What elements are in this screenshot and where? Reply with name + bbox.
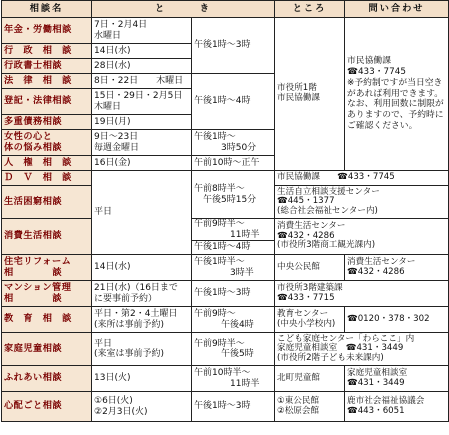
place-cell: 北町児童館	[275, 366, 345, 392]
reservation-notice: 市民協働課 ☎433・7745 ※予約制ですが当日空きがあれば利用できます。なお、利用回数に制限がありますので、予約時にご確認ください。	[345, 18, 449, 171]
date-cell: ①6日(火) ②2月3日(火)	[92, 392, 192, 422]
contact-cell: ☎0120・378・302	[345, 307, 449, 333]
date-cell: 14日(水)	[92, 44, 192, 59]
category-human-rights: 人 権 相 談	[2, 156, 92, 171]
time-cell: 午前10時～正午	[192, 156, 275, 171]
table-row	[2, 366, 449, 392]
date-cell: 21日(水)（16日まで に要事前予約）	[92, 281, 192, 307]
category-family-child: 家庭児童相談	[2, 333, 92, 366]
category-fureai: ふれあい相談	[2, 366, 92, 392]
date-cell: 15日・29日・2月5日 木曜日	[92, 89, 192, 115]
date-cell: 13日(火)	[92, 366, 192, 392]
place-contact-cell: 市役所3階建築課 ☎433・7715	[275, 281, 449, 307]
table-row	[2, 255, 449, 281]
category-housing-reform: 住宅リフォーム 相 談	[2, 255, 92, 281]
consultation-schedule-table	[1, 0, 449, 422]
date-cell: 9日～23日 毎週金曜日	[92, 130, 192, 156]
place-cell: 教育センター (中央小学校内)	[275, 307, 345, 333]
category-consumer: 消費生活相談	[2, 219, 92, 255]
category-women-mind-body: 女性の心と 体の悩み相談	[2, 130, 92, 156]
contact-cell: 消費生活センター ☎432・4286	[345, 255, 449, 281]
time-cell: 午後1時～4時	[192, 241, 275, 255]
time-cell: 午前8時半～ 午後5時15分	[192, 171, 275, 219]
contact-cell: 鹿市社会福祉協議会 ☎443・6051	[345, 392, 449, 422]
time-cell: 午後1時～3時	[192, 281, 275, 307]
time-cell: 午後1時～ 3時50分	[192, 130, 275, 156]
category-dv: Ｄ Ｖ 相 談	[2, 171, 92, 186]
header-row	[2, 1, 449, 18]
date-cell: 28日(水)	[92, 59, 192, 74]
date-cell: 8日・22日 木曜日	[92, 74, 192, 89]
category-admin-scrivener: 行政書士相談	[2, 59, 92, 74]
category-administration: 行 政 相 談	[2, 44, 92, 59]
table-row	[2, 333, 449, 366]
contact-cell: 市民協働課 ☎433・7745	[275, 171, 449, 186]
category-legal: 法 律 相 談	[2, 74, 92, 89]
date-cell: 19日(月)	[92, 115, 192, 130]
time-cell: 午前10時半～ 11時半	[192, 366, 275, 392]
category-pension-labor: 年金・労働相談	[2, 18, 92, 44]
category-education: 教 育 相 談	[2, 307, 92, 333]
time-cell: 午後1時～3時	[192, 392, 275, 422]
time-cell: 午前9時半～ 11時半	[192, 219, 275, 241]
place-cell: 市役所1階 市民協働課	[275, 18, 345, 171]
header-contact: 問い合わせ	[345, 1, 449, 18]
category-registration-legal: 登記・法律相談	[2, 89, 92, 115]
table-row	[2, 307, 449, 333]
time-cell: 午前9時～ 午後4時	[192, 307, 275, 333]
table-row	[2, 392, 449, 422]
category-livelihood: 生活困窮相談	[2, 186, 92, 219]
table-row	[2, 171, 449, 186]
header-where: ところ	[275, 1, 345, 18]
contact-cell: 家庭児童相談室 ☎431・3449	[345, 366, 449, 392]
date-cell: 14日(水)	[92, 255, 192, 281]
date-cell: 平日 (来室は事前予約)	[92, 333, 192, 366]
contact-cell: 消費生活センター ☎432・4286 (市役所3階商工観光課内)	[275, 219, 449, 255]
category-multiple-debt: 多重債務相談	[2, 115, 92, 130]
contact-cell: 生活自立相談支援センター ☎445・1377 (総合社会福祉センター内)	[275, 186, 449, 219]
time-cell: 午後1時半～ 3時半	[192, 255, 275, 281]
place-cell: 中央公民館	[275, 255, 345, 281]
table-row	[2, 281, 449, 307]
time-cell: 午前9時半～ 午後5時	[192, 333, 275, 366]
time-cell: 午後1時～4時	[192, 74, 275, 130]
table-row	[2, 219, 449, 241]
place-contact-cell: こども家庭センター「わらここ」内 家庭児童相談室 ☎431・3449 (市役所2階子ども未来課内)	[275, 333, 449, 366]
header-consultation-name: 相談名	[2, 1, 92, 18]
header-when: と き	[92, 1, 275, 18]
time-cell: 午後1時～3時	[192, 18, 275, 74]
date-cell: 7日・2月4日 水曜日	[92, 18, 192, 44]
table-row	[2, 18, 449, 44]
category-worries: 心配ごと相談	[2, 392, 92, 422]
category-condominium: マンション管理 相 談	[2, 281, 92, 307]
date-cell: 平日・第2・4土曜日 (来所は事前予約)	[92, 307, 192, 333]
date-cell: 16日(金)	[92, 156, 192, 171]
date-cell-weekdays: 平日	[92, 171, 192, 255]
place-cell: ①東公民館 ②松原会館	[275, 392, 345, 422]
